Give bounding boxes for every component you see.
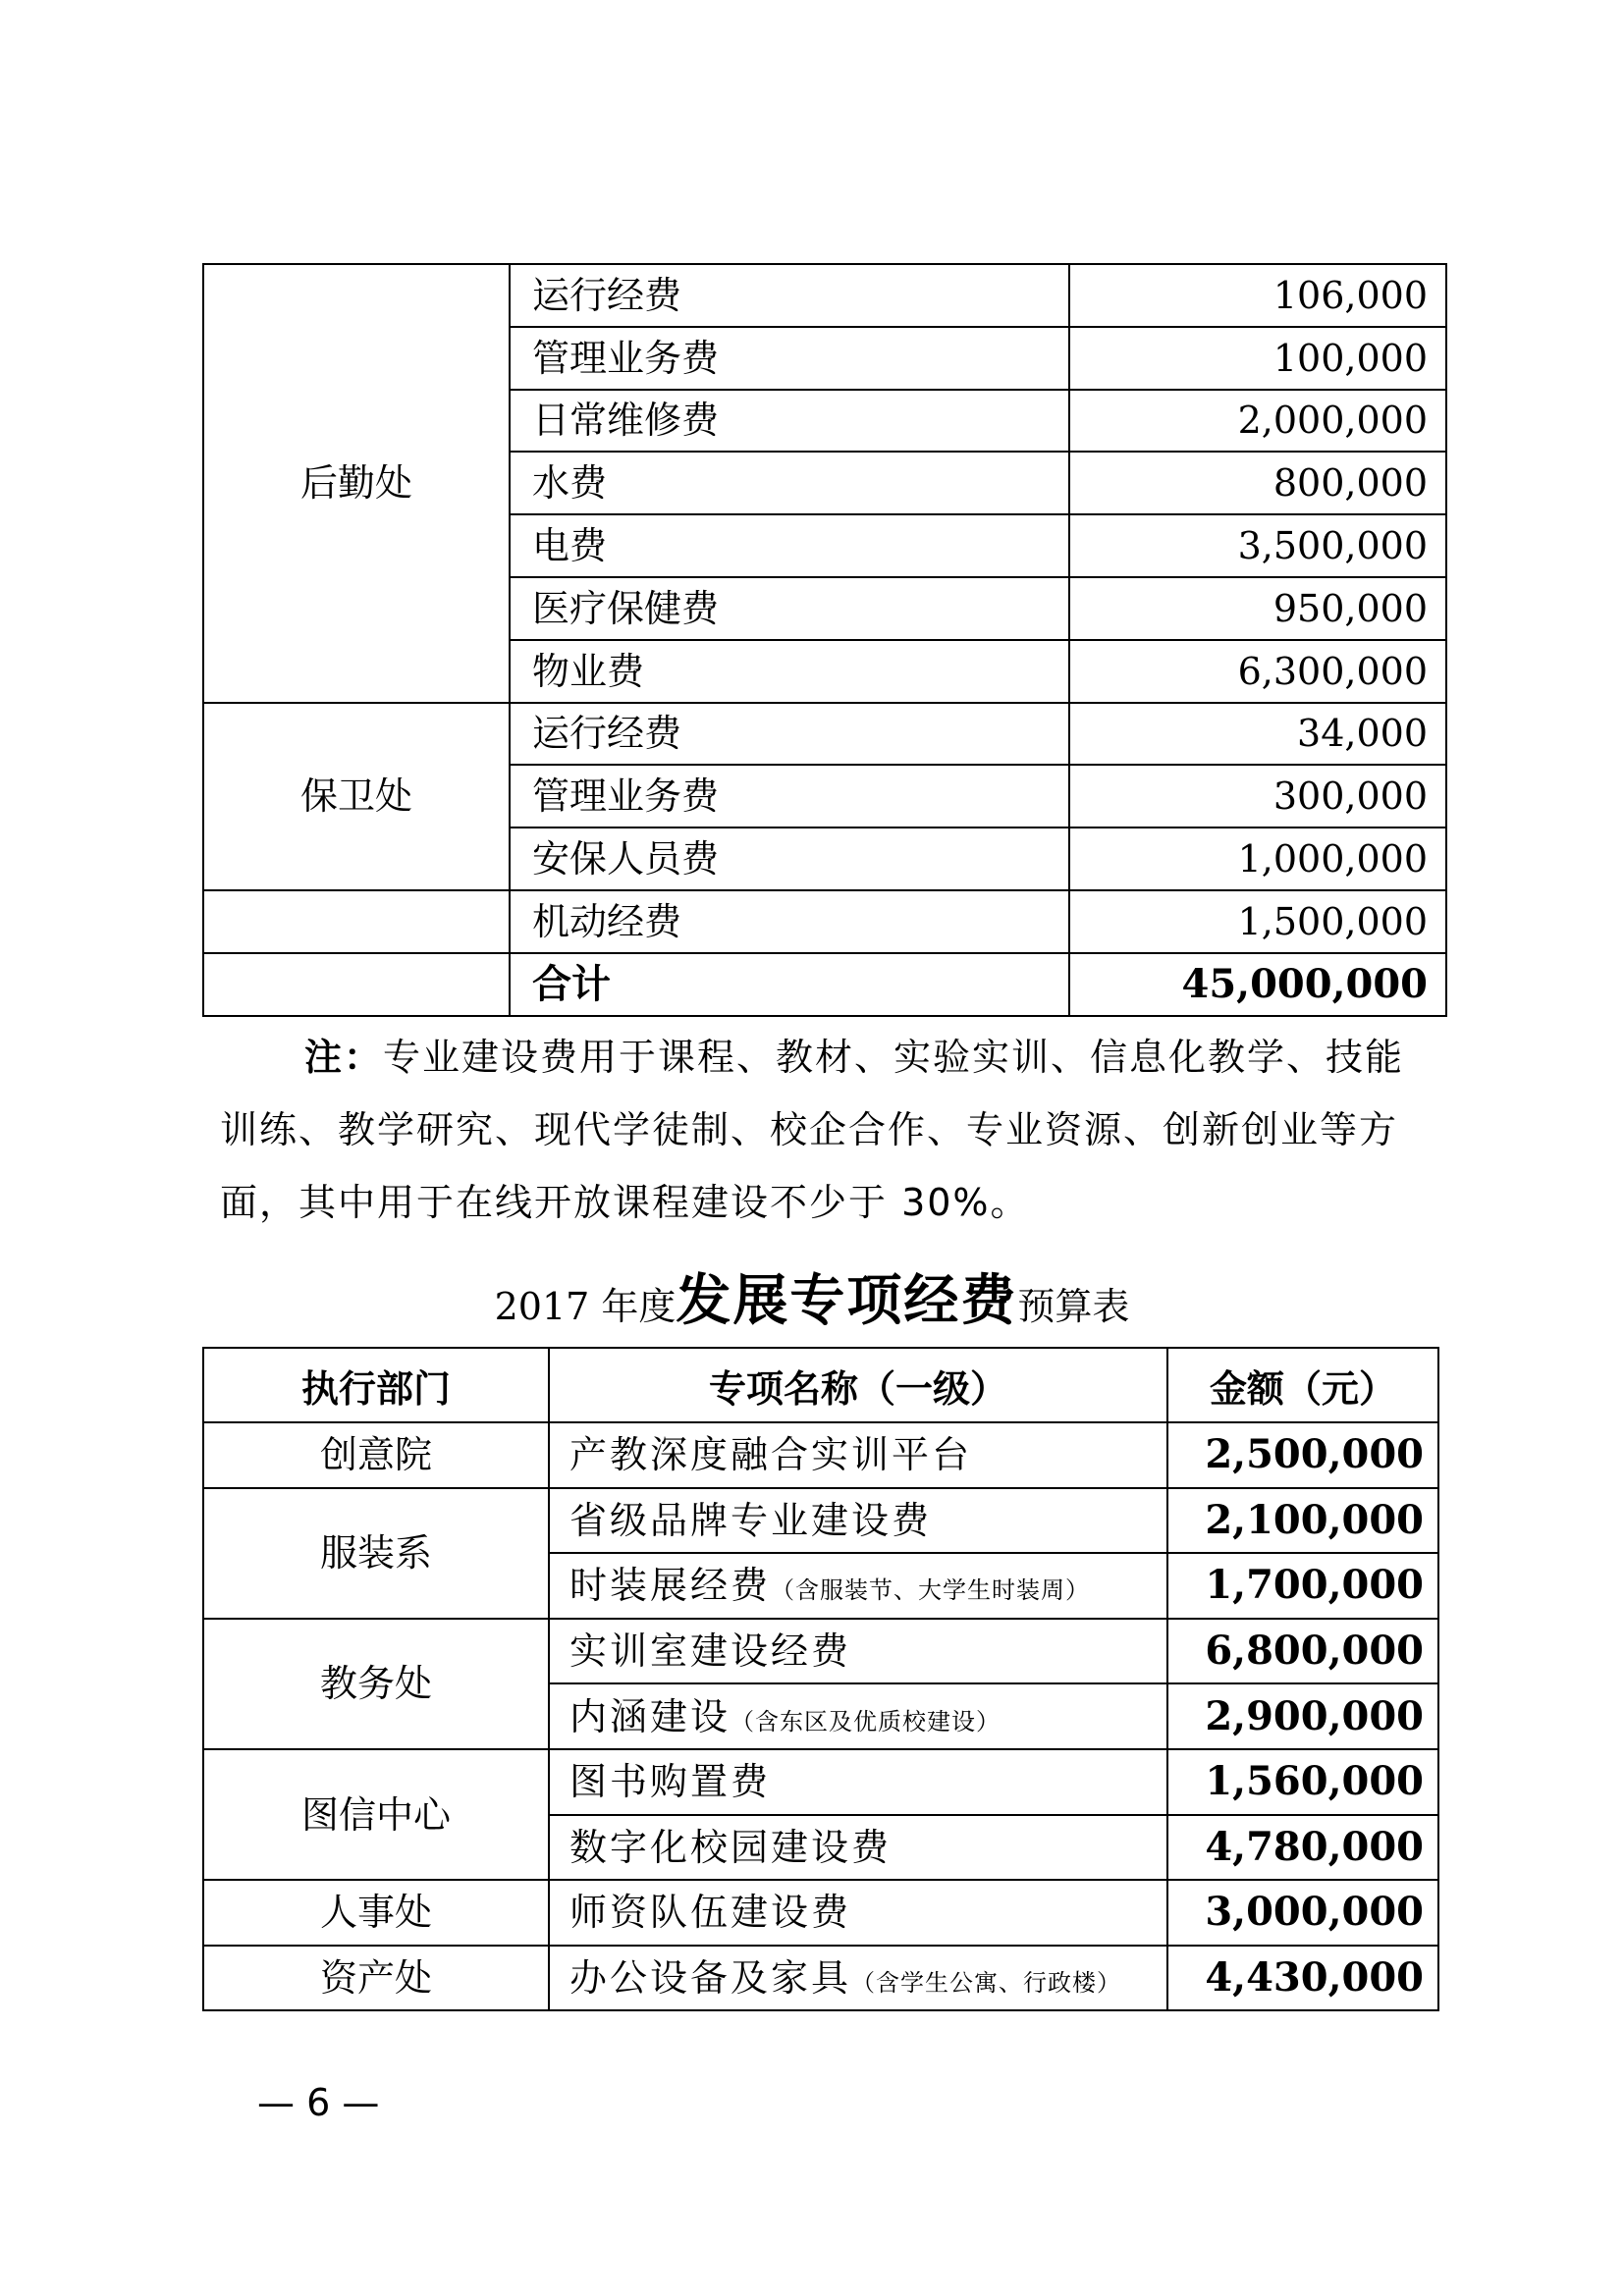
amount-cell: 2,100,000 (1167, 1488, 1438, 1554)
amount-cell: 3,000,000 (1167, 1880, 1438, 1946)
dept-cell-empty (203, 890, 510, 953)
table-row (203, 1946, 1438, 2011)
header-dept: 执行部门 (203, 1348, 549, 1422)
budget-table-continued (202, 263, 1447, 1017)
amount-cell: 1,560,000 (1167, 1749, 1438, 1815)
amount-cell: 800,000 (1069, 452, 1446, 514)
item-name: 实训室建设经费 (569, 1629, 852, 1674)
table2-header (203, 1348, 1438, 1422)
table2-body (203, 1422, 1438, 2010)
item-name-cell (549, 1683, 1167, 1749)
table2-title (0, 1266, 1624, 1341)
item-name-cell (549, 1946, 1167, 2011)
development-budget-table (202, 1347, 1439, 2011)
item-name-cell (549, 1815, 1167, 1881)
item-name-cell: 机动经费 (510, 890, 1069, 953)
amount-cell: 45,000,000 (1069, 953, 1446, 1016)
note-label: 注： (304, 1036, 384, 1079)
amount-cell: 106,000 (1069, 264, 1446, 327)
table-row (203, 264, 1446, 327)
item-name-cell (549, 1553, 1167, 1619)
table-row (203, 1880, 1438, 1946)
table-row (203, 1422, 1438, 1488)
item-name: 产教深度融合实训平台 (569, 1433, 973, 1477)
item-name-cell (549, 1488, 1167, 1554)
table2-title-main: 发展专项经费 (676, 1268, 1018, 1333)
total-row (203, 953, 1446, 1016)
table-row (203, 1619, 1438, 1684)
item-note: （含东区及优质校建设） (731, 1707, 1001, 1735)
amount-cell: 4,430,000 (1167, 1946, 1438, 2011)
header-row (203, 1348, 1438, 1422)
item-name-cell: 合计 (510, 953, 1069, 1016)
amount-cell: 4,780,000 (1167, 1815, 1438, 1881)
item-name-cell: 水费 (510, 452, 1069, 514)
table-row (203, 1488, 1438, 1554)
table-row (203, 1749, 1438, 1815)
page-number: — 6 — (257, 2081, 380, 2124)
item-name: 数字化校园建设费 (569, 1825, 893, 1869)
amount-cell: 300,000 (1069, 765, 1446, 828)
item-name-cell (549, 1619, 1167, 1684)
header-item: 专项名称（一级） (549, 1348, 1167, 1422)
amount-cell: 2,500,000 (1167, 1422, 1438, 1488)
amount-cell: 100,000 (1069, 327, 1446, 390)
dept-cell: 服装系 (203, 1488, 549, 1619)
amount-cell: 6,300,000 (1069, 640, 1446, 703)
amount-cell: 1,500,000 (1069, 890, 1446, 953)
dept-cell: 资产处 (203, 1946, 549, 2011)
item-name: 省级品牌专业建设费 (569, 1498, 933, 1542)
item-name-cell: 医疗保健费 (510, 577, 1069, 640)
table-row (203, 890, 1446, 953)
item-name-cell: 安保人员费 (510, 828, 1069, 890)
table-row (203, 703, 1446, 766)
item-name: 办公设备及家具 (569, 1956, 852, 2001)
amount-cell: 3,500,000 (1069, 514, 1446, 577)
item-name-cell (549, 1880, 1167, 1946)
dept-cell-empty (203, 953, 510, 1016)
amount-cell: 34,000 (1069, 703, 1446, 766)
table2-title-prefix: 2017 年度 (494, 1285, 677, 1328)
header-amount: 金额（元） (1167, 1348, 1438, 1422)
table2-title-suffix: 预算表 (1017, 1285, 1130, 1328)
item-name-cell: 管理业务费 (510, 327, 1069, 390)
table1-body (203, 264, 1446, 1016)
amount-cell: 1,700,000 (1167, 1553, 1438, 1619)
item-name-cell: 运行经费 (510, 264, 1069, 327)
amount-cell: 2,000,000 (1069, 390, 1446, 453)
amount-cell: 6,800,000 (1167, 1619, 1438, 1684)
item-name-cell: 管理业务费 (510, 765, 1069, 828)
item-name-cell: 物业费 (510, 640, 1069, 703)
note-text: 专业建设费用于课程、教材、实验实训、信息化教学、技能训练、教学研究、现代学徒制、校企合作、专业资源、创新创业等方面，其中用于在线开放课程建设不少于 30%。 (220, 1036, 1405, 1224)
dept-cell: 图信中心 (203, 1749, 549, 1880)
item-note: （含学生公寓、行政楼） (851, 1969, 1122, 1998)
item-name: 内涵建设 (569, 1694, 731, 1738)
item-name-cell: 日常维修费 (510, 390, 1069, 453)
dept-cell: 人事处 (203, 1880, 549, 1946)
item-name: 图书购置费 (569, 1760, 772, 1804)
amount-cell: 2,900,000 (1167, 1683, 1438, 1749)
item-name: 时装展经费 (569, 1564, 772, 1608)
amount-cell: 950,000 (1069, 577, 1446, 640)
item-name-cell (549, 1749, 1167, 1815)
item-name-cell (549, 1422, 1167, 1488)
item-name-cell: 运行经费 (510, 703, 1069, 766)
dept-cell: 教务处 (203, 1619, 549, 1749)
amount-cell: 1,000,000 (1069, 828, 1446, 890)
dept-cell: 保卫处 (203, 703, 510, 890)
note-paragraph (220, 1021, 1437, 1239)
item-name: 师资队伍建设费 (569, 1891, 852, 1935)
item-name-cell: 电费 (510, 514, 1069, 577)
item-note: （含服装节、大学生时装周） (771, 1576, 1091, 1605)
dept-cell: 后勤处 (203, 264, 510, 703)
dept-cell: 创意院 (203, 1422, 549, 1488)
